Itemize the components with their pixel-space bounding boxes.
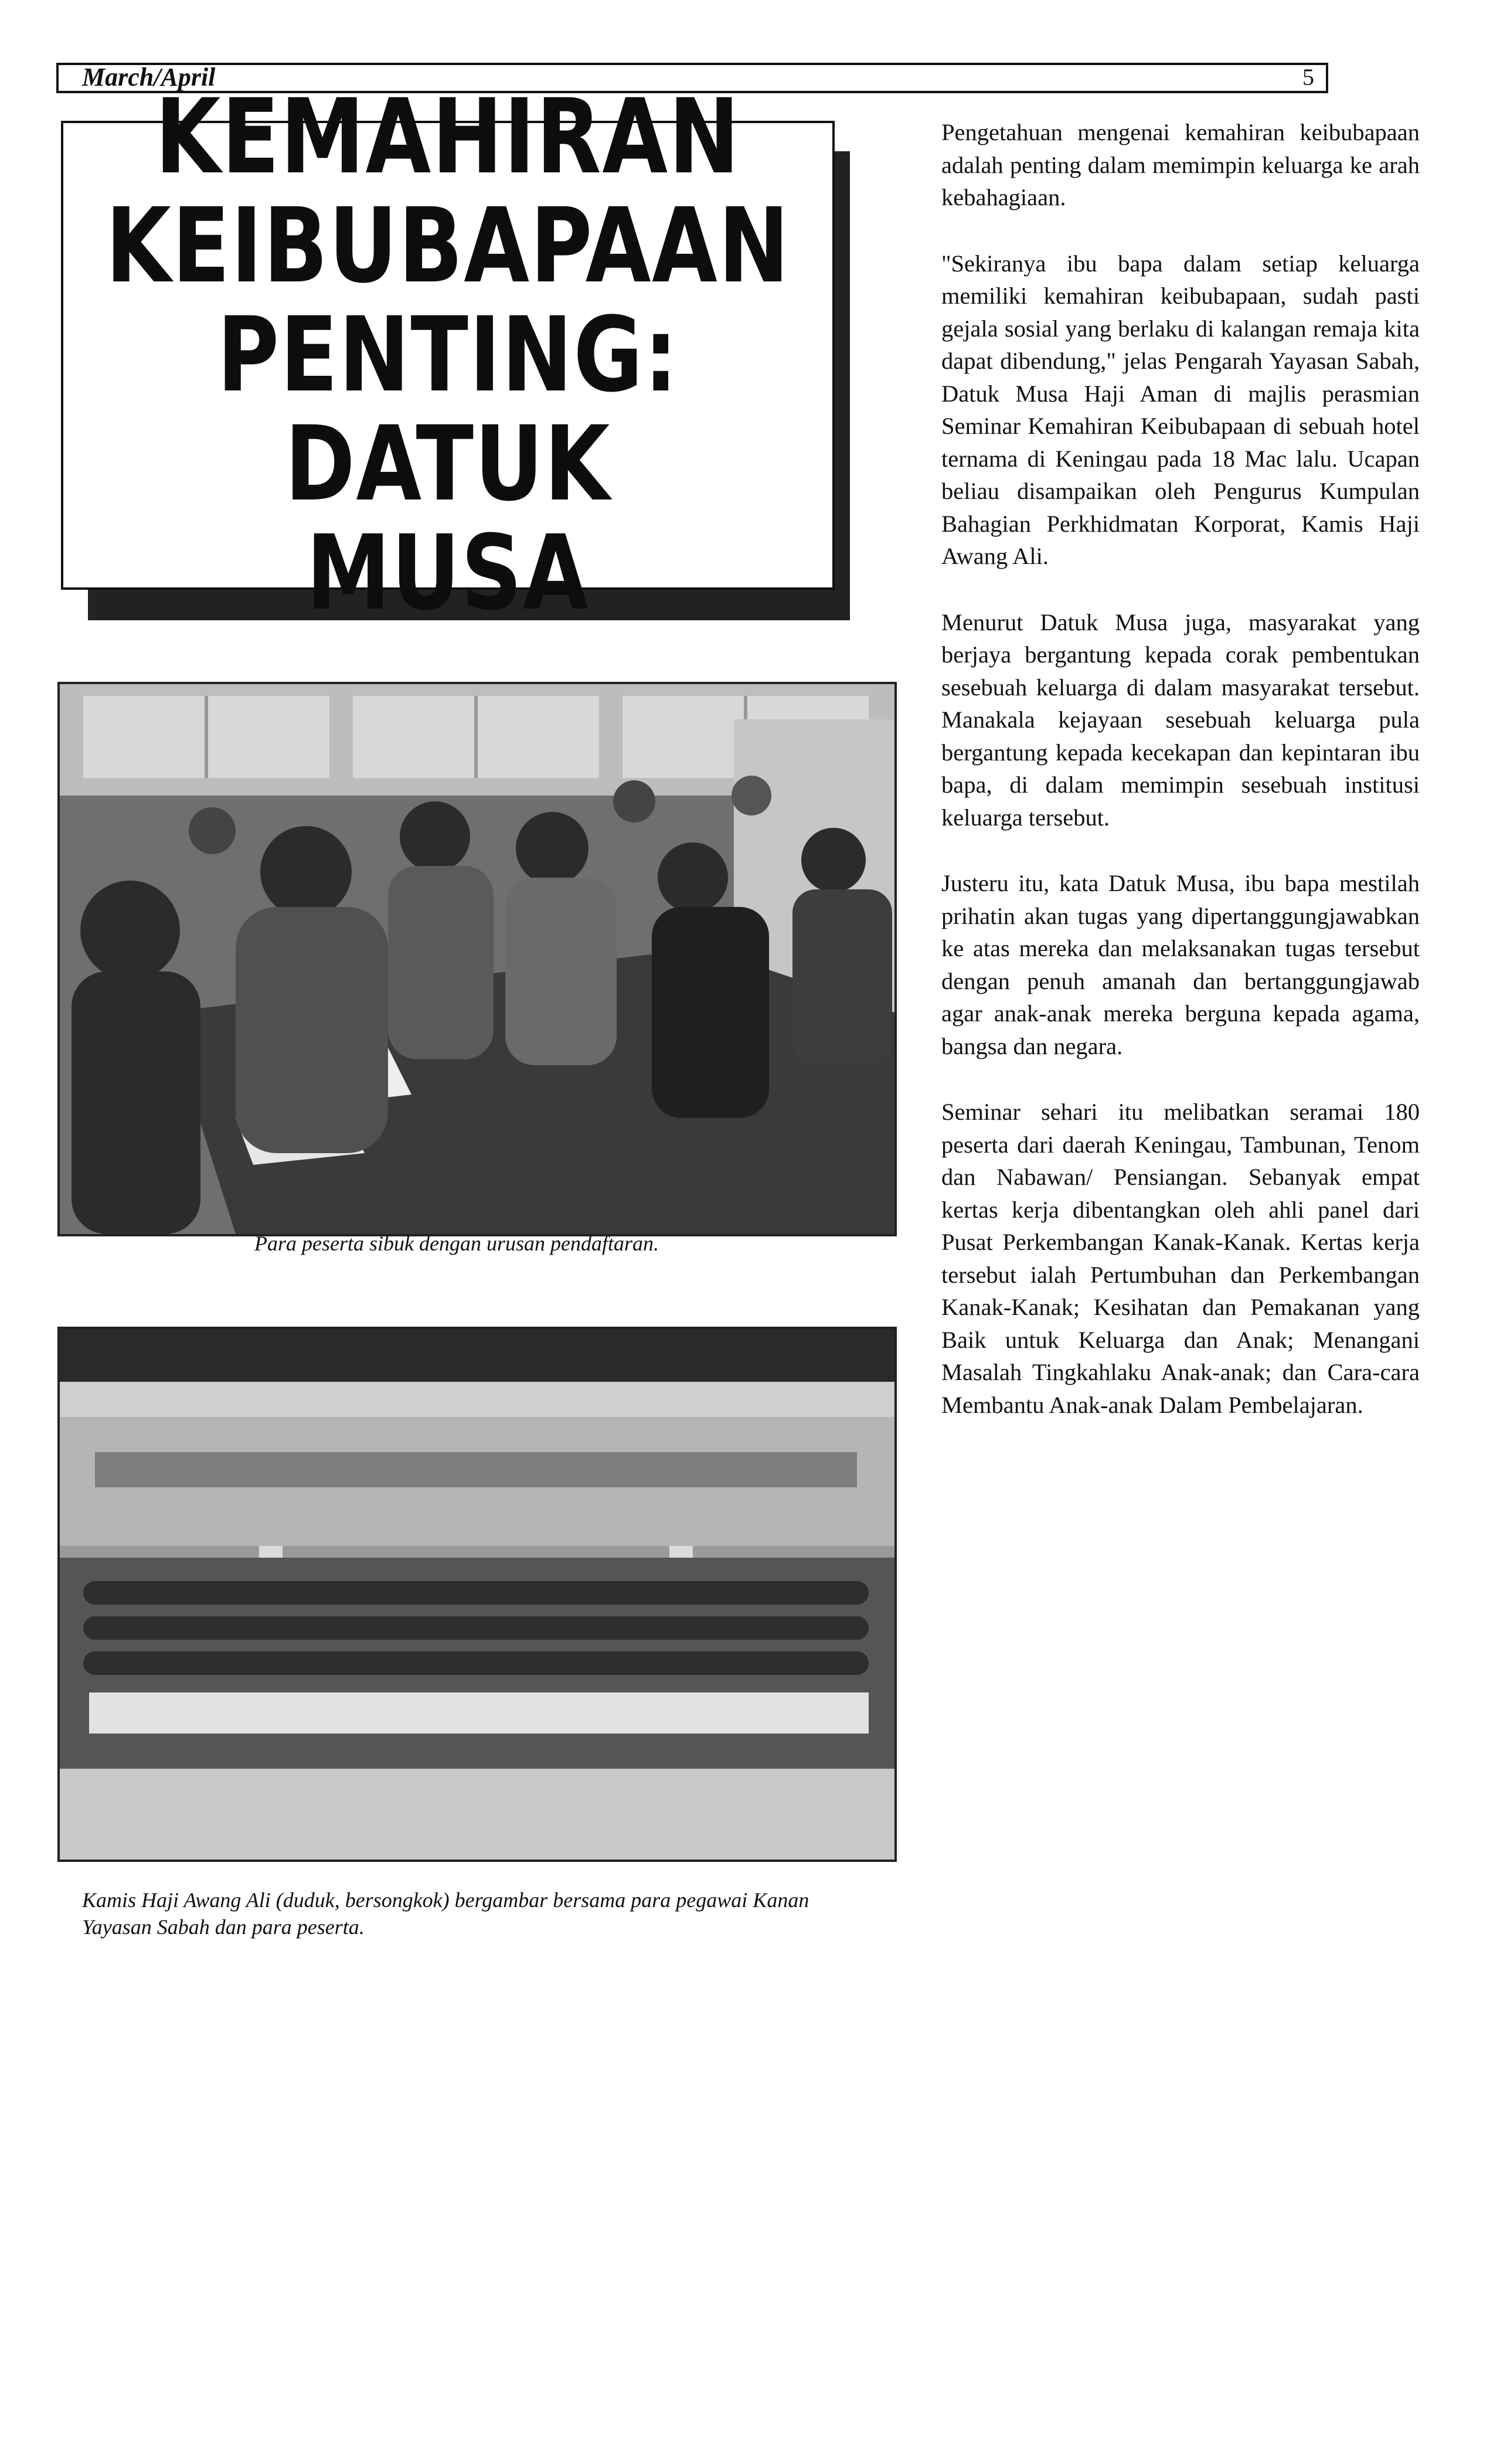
headline-line-4: DATUK MUSA (285, 404, 611, 633)
group-caption-line-2: Yayasan Sabah dan para peserta. (82, 1915, 365, 1939)
article-paragraph: Menurut Datuk Musa juga, masyarakat yang berjaya bergantung kepada corak pembentukan sesebuah keluarga di dalam masyarakat tersebut. Manakala kejayaan sesebuah keluarga pula bergantung kepada kecekapan dan kepintaran ibu bapa, di dalam memimpin sesebuah institusi keluarga tersebut. (941, 609, 1420, 831)
article-paragraph: Justeru itu, kata Datuk Musa, ibu bapa mestilah prihatin akan tugas yang dipertanggungjawabkan ke atas mereka dan melaksanakan tugas tersebut dengan penuh amanah dan bertanggungjawab agar anak-anak mereka berguna kepada agama, bangsa dan negara. (941, 870, 1420, 1059)
article-paragraph: "Sekiranya ibu bapa dalam setiap keluarga memiliki kemahiran keibubapaan, sudah pasti gejala sosial yang berlaku di kalangan remaja kita dapat dibendung," jelas Pengarah Yayasan Sabah, Datuk Musa Haji Aman di majlis perasmian Seminar Kemahiran Keibubapaan di sebuah hotel ternama di Keningau pada 18 Mac lalu. Ucapan beliau disampaikan oleh Pengurus Kumpulan Bahagian Perkhidmatan Korporat, Kamis Haji Awang Ali. (941, 250, 1420, 569)
headline-line-3: PENTING: (217, 295, 679, 415)
issue-month: March/April (82, 63, 216, 91)
page-number: 5 (1302, 64, 1314, 90)
registration-photo-caption: Para peserta sibuk dengan urusan pendaftaran. (254, 1232, 659, 1255)
article-body (941, 116, 1420, 1454)
group-caption-line-1: Kamis Haji Awang Ali (duduk, bersongkok) bergambar bersama para pegawai Kanan (82, 1888, 809, 1912)
group-photo (57, 1327, 897, 1862)
article-paragraph: Pengetahuan mengenai kemahiran keibubapaan adalah penting dalam memimpin keluarga ke arah kebahagiaan. (941, 119, 1420, 210)
article-paragraph: Seminar sehari itu melibatkan seramai 180 peserta dari daerah Keningau, Tambunan, Tenom dan Nabawan/ Pensiangan. Sebanyak empat kertas kerja dibentangkan oleh ahli panel dari Pusat Perkembangan Kanak-Kanak. Kertas kerja tersebut ialah Pertumbuhan dan Perkembangan Kanak-Kanak; Kesihatan dan Pemakanan yang Baik untuk Keluarga dan Anak; Menangani Masalah Tingkahlaku Anak-anak; dan Cara-cara Membantu Anak-anak Dalam Pembelajaran. (941, 1099, 1420, 1418)
headline-line-1: KEMAHIRAN (155, 77, 741, 197)
headline-line-2: KEIBUBAPAAN (106, 186, 790, 306)
group-photo-caption (82, 1887, 903, 1940)
registration-photo (57, 682, 897, 1236)
